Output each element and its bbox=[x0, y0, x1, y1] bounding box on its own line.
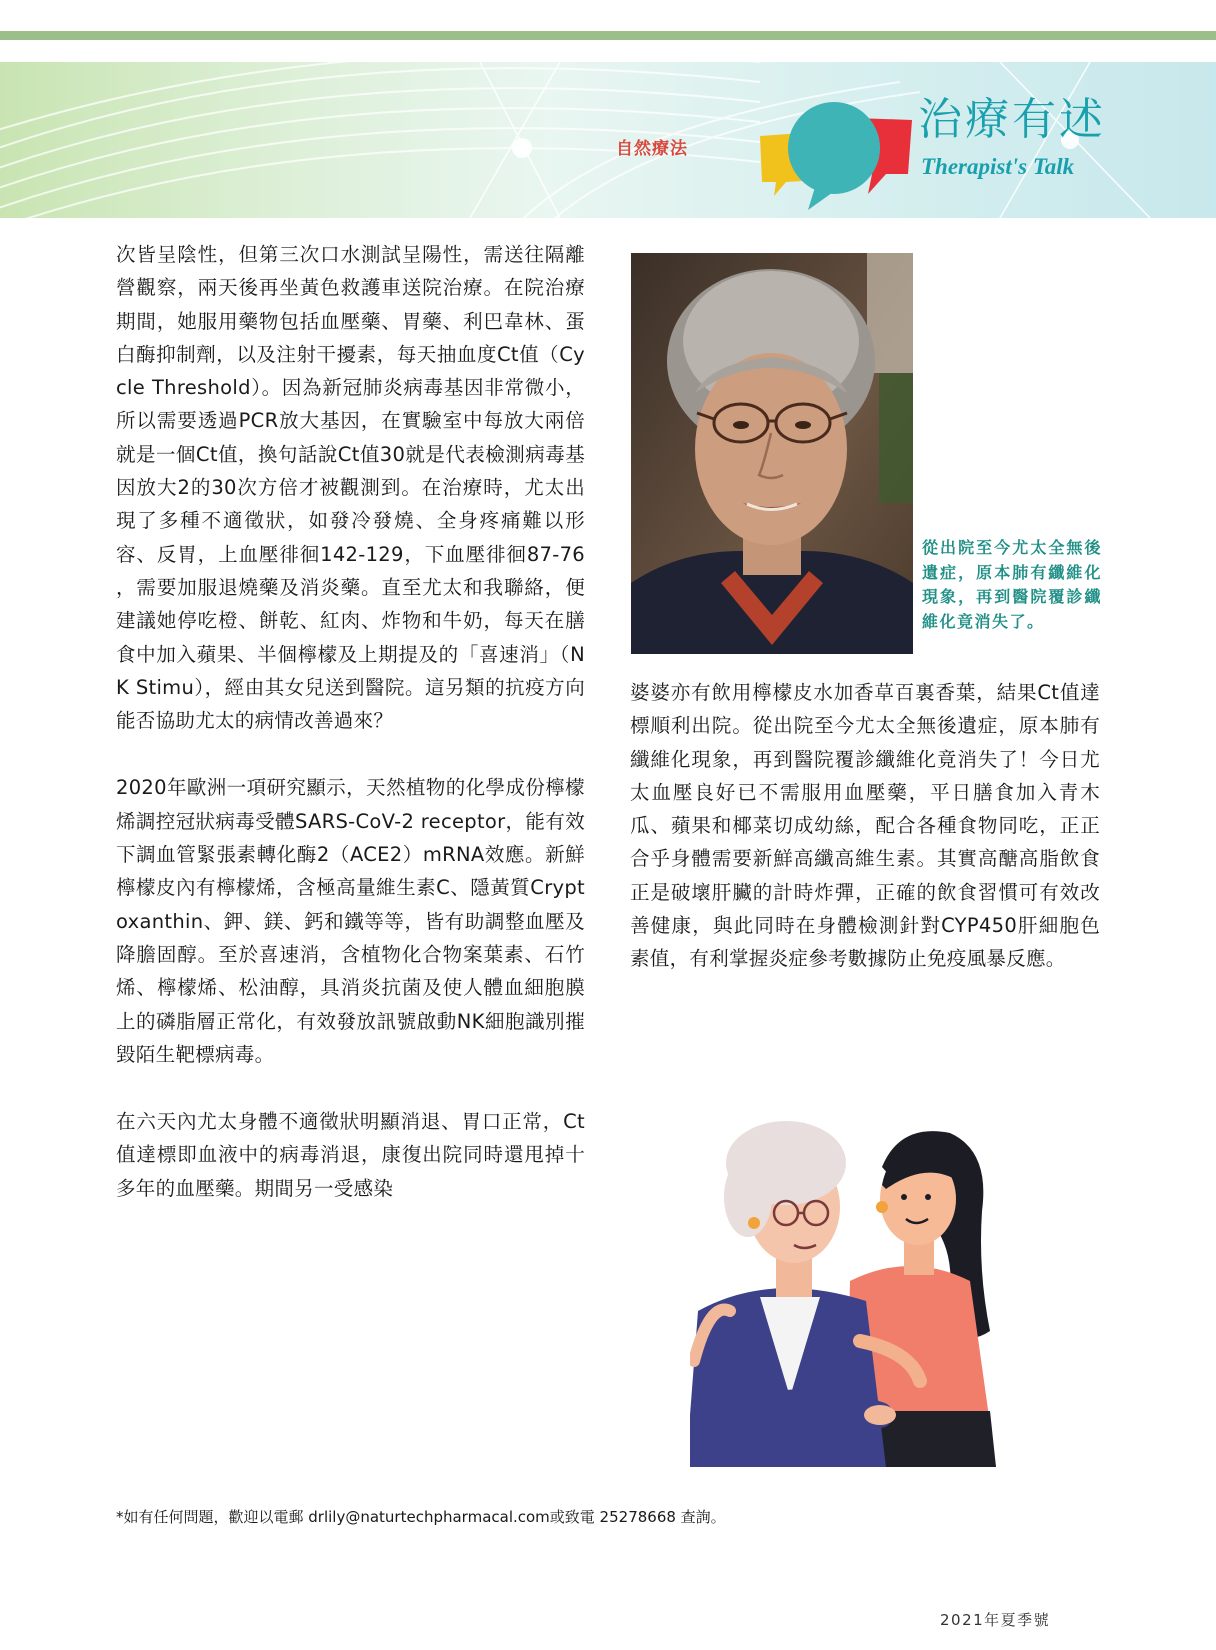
article-paragraph: 婆婆亦有飲用檸檬皮水加香草百裏香葉，結果Ct值達標順利出院。從出院至今尤太全無後遺症，原本肺有纖維化現象，再到醫院覆診纖維化竟消失了！今日尤太血壓良好已不需服用血壓藥，平日膳食加入青木瓜、蘋果和椰菜切成幼絲，配合各種食物同吃，正正合乎身體需要新鮮高纖高維生素。其實高醣高脂飲食正是破壞肝臟的計時炸彈，正確的飲食習慣可有效改善健康，與此同時在身體檢測針對CYP450肝細胞色素值，有利掌握炎症參考數據防止免疫風暴反應。 bbox=[630, 681, 1100, 971]
issue-label: 2021年夏季號 bbox=[940, 1611, 1051, 1629]
illustration-figures bbox=[690, 1111, 1030, 1467]
speech-bubbles-icon bbox=[756, 90, 916, 214]
brand-subtitle: Therapist's Talk bbox=[921, 154, 1075, 179]
photo-caption: 從出院至今尤太全無後遺症，原本肺有纖維化現象，再到醫院覆診纖維化竟消失了。 bbox=[922, 538, 1102, 631]
article-left-column bbox=[116, 238, 585, 1205]
article-right-column bbox=[630, 676, 1100, 976]
contact-footnote: *如有任何問題，歡迎以電郵 drlily@naturtechpharmacal.com或致電 25278668 查詢。 bbox=[116, 1508, 726, 1526]
header-banner bbox=[0, 62, 1216, 218]
brand-title: 治療有述 bbox=[918, 94, 1106, 145]
article-paragraph: 在六天內尤太身體不適徵狀明顯消退、胃口正常，Ct值達標即血液中的病毒消退，康復出院同時還甩掉十多年的血壓藥。期間另一受感染 bbox=[116, 1110, 585, 1200]
patient-photo bbox=[631, 253, 913, 654]
article-paragraph: 次皆呈陰性，但第三次口水測試呈陽性，需送往隔離營觀察，兩天後再坐黃色救護車送院治療。在院治療期間，她服用藥物包括血壓藥、胃藥、利巴韋林、蛋白酶抑制劑，以及注射干擾素，每天抽血度Ct值（Cycle Threshold）。因為新冠肺炎病毒基因非常微小，所以需要透過PCR放大基因，在實驗室中每放大兩倍就是一個Ct值，換句話說Ct值30就是代表檢測病毒基因放大2的30次方倍才被觀測到。在治療時，尤太出現了多種不適徵狀，如發冷發燒、全身疼痛難以形容、反胃，上血壓徘徊142-129，下血壓徘徊87-76 ，需要加服退燒藥及消炎藥。直至尤太和我聯絡，便建議她停吃橙、餅乾、紅肉、炸物和牛奶，每天在膳食中加入蘋果、半個檸檬及上期提及的「喜速消」（NK Stimu），經由其女兒送到醫院。這另類的抗疫方向能否協助尤太的病情改善過來？ bbox=[116, 243, 585, 733]
section-tag: 自然療法 bbox=[616, 139, 688, 159]
article-paragraph: 2020年歐洲一項研究顯示，天然植物的化學成份檸檬烯調控冠狀病毒受體SARS-CoV-2 receptor，能有效下調血管緊張素轉化酶2（ACE2）mRNA效應。新鮮檸檬皮內有檸檬烯，含極高量維生素C、隱黃質Cryptoxanthin、鉀、鎂、鈣和鐵等等，皆有助調整血壓及降膽固醇。至於喜速消，含植物化合物案葉素、石竹烯、檸檬烯、松油醇，具消炎抗菌及使人體血細胞膜上的磷脂層正常化，有效發放訊號啟動NK細胞識別摧毀陌生靶標病毒。 bbox=[116, 776, 585, 1066]
top-rule bbox=[0, 31, 1216, 40]
elderly-woman-portrait bbox=[631, 253, 913, 654]
mother-daughter-illustration bbox=[690, 1111, 1030, 1471]
